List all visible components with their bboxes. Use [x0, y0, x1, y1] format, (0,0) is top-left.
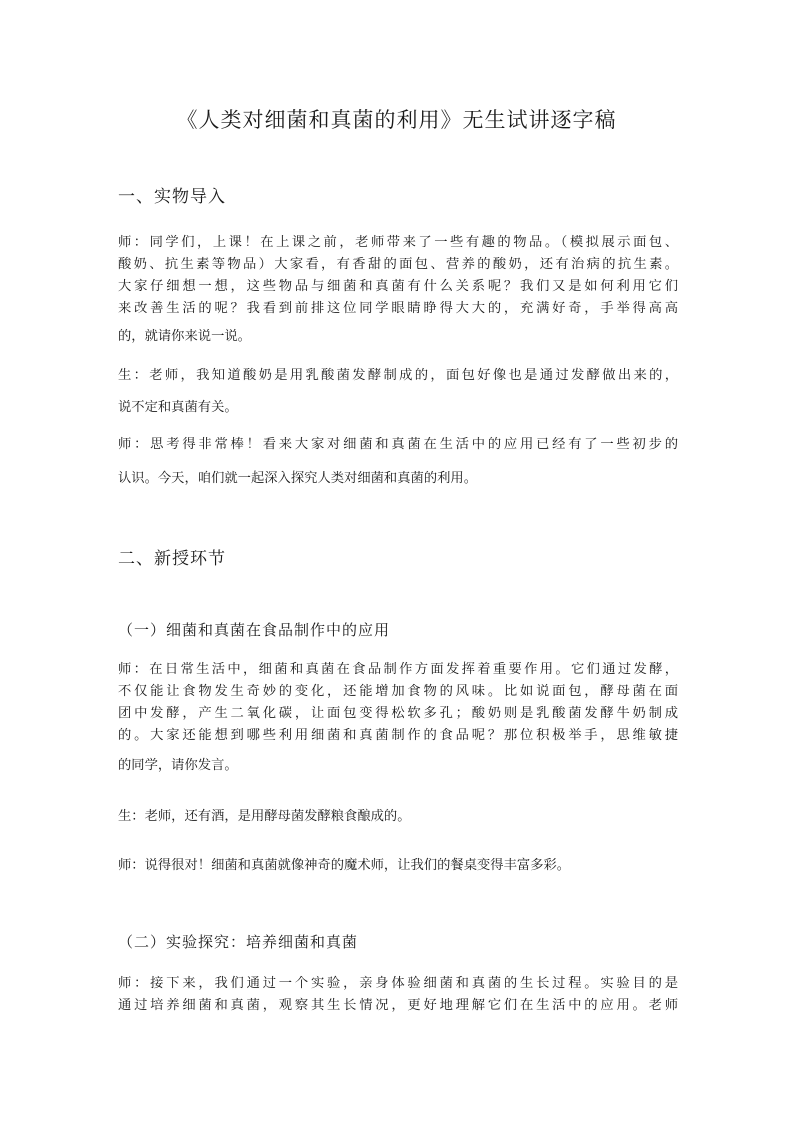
- text-line: 师：接下来，我们通过一个实验，亲身体验细菌和真菌的生长过程。实验目的是: [118, 976, 678, 991]
- paragraph-teacher-experiment: [118, 973, 678, 1017]
- text-line: 师：说得很对！细菌和真菌就像神奇的魔术师，让我们的餐桌变得丰富多彩。: [118, 858, 571, 873]
- paragraph-teacher-intro: [118, 232, 678, 348]
- text-line: 团中发酵，产生二氧化碳，让面包变得松软多孔；酸奶则是乳酸菌发酵牛奶制成: [118, 706, 678, 721]
- text-line: 说不定和真菌有关。: [118, 400, 238, 415]
- text-line: 大家仔细想一想，这些物品与细菌和真菌有什么关系呢？我们又是如何利用它们: [118, 279, 678, 294]
- text-line: 的。大家还能想到哪些利用细菌和真菌制作的食品呢？那位积极举手，思维敏捷: [118, 728, 678, 743]
- text-line: 师：在日常生活中，细菌和真菌在食品制作方面发挥着重要作用。它们通过发酵，: [118, 662, 678, 677]
- text-line: 通过培养细菌和真菌，观察其生长情况，更好地理解它们在生活中的应用。老师: [118, 998, 678, 1013]
- text-line: 酸奶、抗生素等物品）大家看，有香甜的面包、营养的酸奶，还有治病的抗生素。: [118, 257, 678, 272]
- paragraph-student-answer-2: [118, 806, 678, 828]
- text-line: 不仅能让食物发生奇妙的变化，还能增加食物的风味。比如说面包，酵母菌在面: [118, 684, 678, 699]
- subsection-heading-food: （一）细菌和真菌在食品制作中的应用: [118, 621, 391, 639]
- paragraph-student-answer-1: [118, 365, 678, 419]
- text-line: 来改善生活的呢？我看到前排这位同学眼睛睁得大大的，充满好奇，手举得高高: [118, 301, 678, 316]
- text-line: 的同学，请你发言。: [118, 758, 238, 773]
- text-line: 师：同学们，上课！在上课之前，老师带来了一些有趣的物品。（模拟展示面包、: [118, 235, 678, 250]
- section-heading-intro: 一、实物导入: [118, 187, 226, 207]
- paragraph-teacher-praise: [118, 434, 678, 490]
- page-title: 《人类对细菌和真菌的利用》无生试讲逐字稿: [176, 108, 617, 132]
- text-line: 生：老师，还有酒，是用酵母菌发酵粮食酿成的。: [118, 809, 411, 824]
- subsection-heading-experiment: （二）实验探究：培养细菌和真菌: [118, 933, 359, 951]
- text-line: 生：老师，我知道酸奶是用乳酸菌发酵制成的，面包好像也是通过发酵做出来的，: [118, 368, 678, 383]
- text-line: 认识。今天，咱们就一起深入探究人类对细菌和真菌的利用。: [118, 471, 478, 486]
- paragraph-teacher-magic: [118, 855, 678, 877]
- section-heading-new-lesson: 二、新授环节: [118, 549, 226, 569]
- paragraph-teacher-food: [118, 659, 678, 777]
- text-line: 师：思考得非常棒！看来大家对细菌和真菌在生活中的应用已经有了一些初步的: [118, 437, 678, 452]
- text-line: 的，就请你来说一说。: [118, 329, 251, 344]
